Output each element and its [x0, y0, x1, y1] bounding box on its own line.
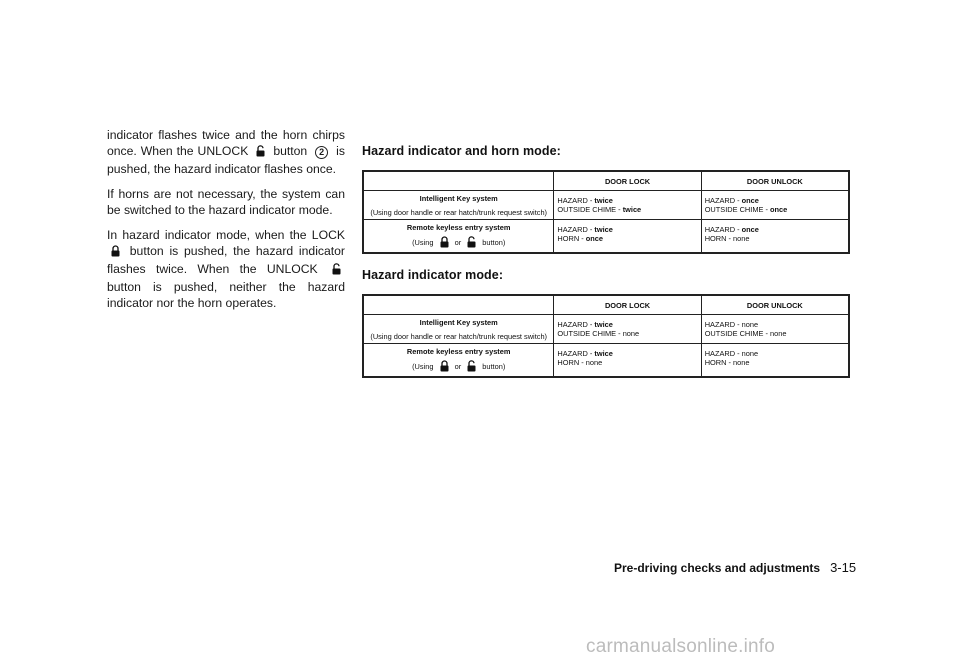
hazard-indicator-mode-table — [362, 294, 850, 378]
p1-text-a: indicator flashes twice and the horn chirps once. When the UNLOCK — [107, 128, 345, 158]
p3-text-b: button is pushed, the hazard indicator flashes twice. When the UNLOCK — [107, 244, 345, 276]
result-label: HAZARD - — [557, 196, 595, 205]
header-door-unlock: DOOR UNLOCK — [701, 295, 849, 315]
table2-heading: Hazard indicator mode: — [362, 268, 504, 282]
section-title: Pre-driving checks and adjustments — [614, 561, 821, 575]
system-cell — [363, 220, 554, 254]
lock-icon — [111, 245, 120, 261]
result-value: once — [769, 205, 788, 214]
header-door-lock: DOOR LOCK — [554, 295, 701, 315]
unlock-result-cell — [701, 220, 849, 254]
table-row — [363, 220, 849, 254]
result-value: none — [733, 234, 750, 243]
button-text: button) — [482, 238, 506, 247]
paragraph-2: If horns are not necessary, the system can be switched to the hazard indicator mode. — [107, 187, 345, 217]
result-label: HAZARD - — [557, 320, 595, 329]
system-cell — [363, 315, 554, 344]
result-value: twice — [622, 205, 642, 214]
p3-text-c: button is pushed, neither the hazard indicator nor the horn operates. — [107, 280, 345, 310]
page-footer — [614, 560, 856, 575]
using-note — [367, 236, 550, 250]
result-label: OUTSIDE CHIME - — [557, 205, 623, 214]
result-label: OUTSIDE CHIME - — [704, 329, 770, 338]
circled-number: 2 — [315, 146, 328, 159]
table-row — [363, 191, 849, 220]
lock-icon — [440, 236, 449, 250]
unlock-icon — [467, 236, 476, 250]
result-value: twice — [594, 320, 613, 329]
or-text: or — [454, 238, 462, 247]
result-label: HORN - — [704, 234, 734, 243]
system-name: Intelligent Key system — [419, 194, 498, 203]
header-empty — [363, 295, 554, 315]
lock-result-cell — [554, 220, 701, 254]
lock-result-cell — [554, 191, 701, 220]
using-text: (Using — [412, 362, 434, 371]
lock-result-cell — [554, 344, 701, 378]
system-cell — [363, 191, 554, 220]
button-text: button) — [482, 362, 506, 371]
system-name: Remote keyless entry system — [406, 223, 511, 232]
table-row — [363, 315, 849, 344]
page-number: 3-15 — [830, 560, 857, 575]
result-value: none — [769, 329, 787, 338]
result-value: none — [622, 329, 640, 338]
paragraph-3 — [107, 227, 345, 311]
result-label: HAZARD - — [704, 349, 742, 358]
unlock-result-cell — [701, 191, 849, 220]
table-row — [363, 344, 849, 378]
lock-icon — [440, 360, 449, 374]
table-header-row — [363, 295, 849, 315]
lock-result-cell — [554, 315, 701, 344]
or-text: or — [454, 362, 462, 371]
result-value: none — [741, 349, 759, 358]
p1-text-b: button — [273, 144, 308, 158]
result-label: HAZARD - — [704, 225, 742, 234]
system-name: Remote keyless entry system — [406, 347, 511, 356]
result-label: HORN - — [557, 234, 586, 243]
result-label: HAZARD - — [704, 196, 742, 205]
system-note: (Using door handle or rear hatch/trunk request switch) — [370, 332, 548, 341]
result-value: once — [741, 196, 759, 205]
body-text-column — [107, 127, 345, 320]
result-label: HORN - — [704, 358, 734, 367]
result-value: none — [733, 358, 750, 367]
result-label: HAZARD - — [557, 349, 595, 358]
system-cell — [363, 344, 554, 378]
unlock-icon — [467, 360, 476, 374]
result-label: OUTSIDE CHIME - — [557, 329, 623, 338]
unlock-icon — [256, 145, 265, 161]
unlock-result-cell — [701, 315, 849, 344]
result-label: HAZARD - — [704, 320, 742, 329]
system-note: (Using door handle or rear hatch/trunk request switch) — [370, 208, 548, 217]
hazard-horn-mode-table — [362, 170, 850, 254]
paragraph-1 — [107, 127, 345, 177]
result-value: none — [741, 320, 759, 329]
header-empty — [363, 171, 554, 191]
result-label: HORN - — [557, 358, 586, 367]
result-value: twice — [594, 196, 613, 205]
header-door-lock: DOOR LOCK — [554, 171, 701, 191]
header-door-unlock: DOOR UNLOCK — [701, 171, 849, 191]
result-value: none — [585, 358, 603, 367]
result-value: twice — [594, 225, 613, 234]
unlock-icon — [332, 263, 341, 279]
result-label: OUTSIDE CHIME - — [704, 205, 770, 214]
p3-text-a: In hazard indicator mode, when the LOCK — [107, 228, 345, 242]
watermark: carmanualsonline.info — [586, 636, 776, 657]
unlock-result-cell — [701, 344, 849, 378]
table1-heading: Hazard indicator and horn mode: — [362, 144, 561, 158]
p1-text-c: is pushed, the hazard indicator flashes once. — [107, 144, 345, 176]
result-label: HAZARD - — [557, 225, 595, 234]
using-text: (Using — [412, 238, 434, 247]
table-header-row — [363, 171, 849, 191]
system-name: Intelligent Key system — [419, 318, 498, 327]
tables-column — [362, 144, 852, 392]
result-value: twice — [594, 349, 613, 358]
using-note — [367, 360, 550, 374]
result-value: once — [585, 234, 603, 243]
result-value: once — [741, 225, 759, 234]
